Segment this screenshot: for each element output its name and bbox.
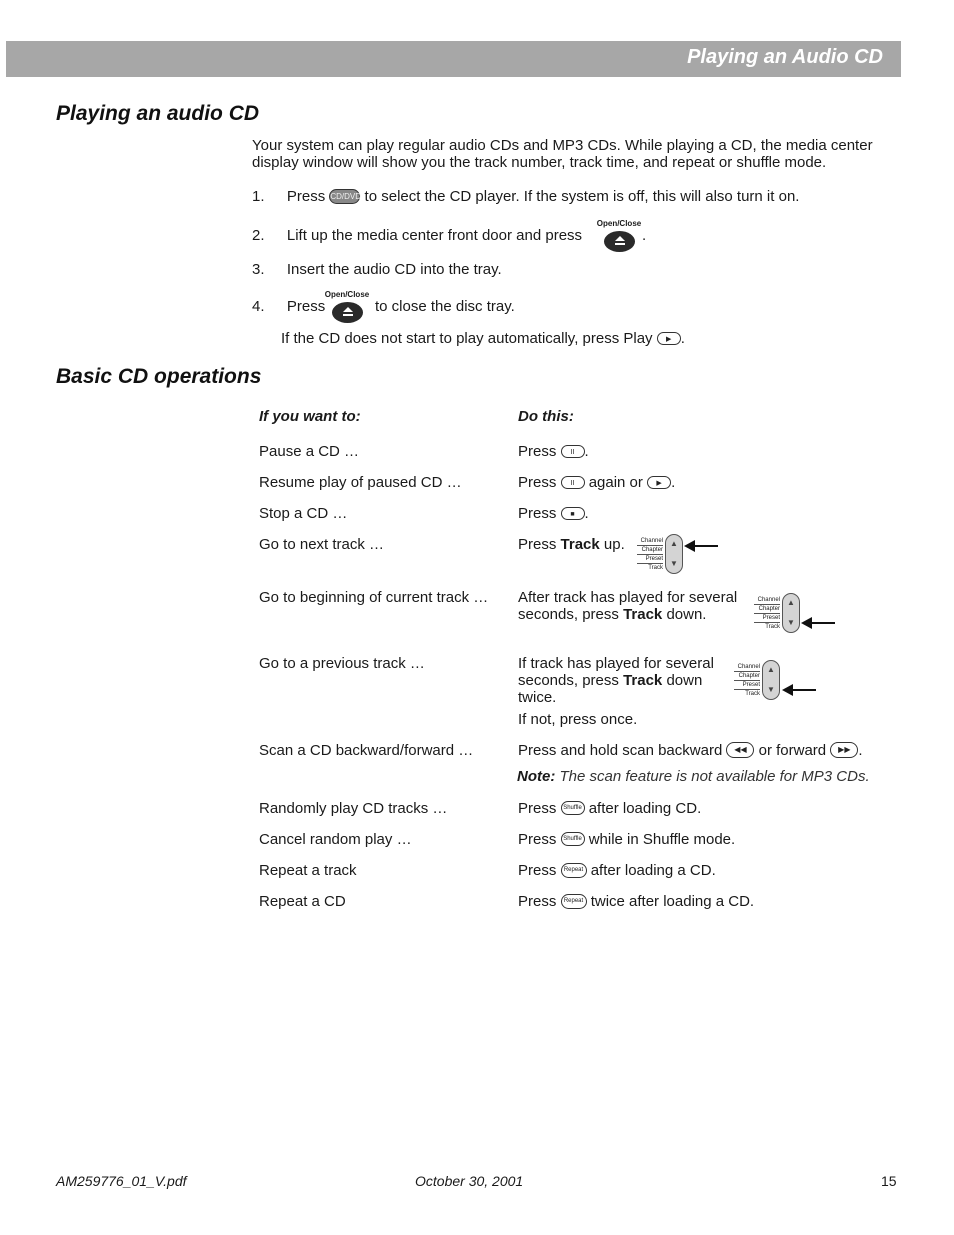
table-row-do xyxy=(518,742,863,759)
step-text: Press xyxy=(286,188,326,205)
step-number: 1. xyxy=(252,188,265,205)
play-note-text: If the CD does not start to play automatically, press Play xyxy=(281,330,653,347)
table-row-want: Go to next track … xyxy=(259,536,385,553)
do-end: twice after loading a CD. xyxy=(590,893,755,910)
do-bold: Track xyxy=(623,672,663,689)
rocker-label: Track xyxy=(745,691,760,697)
repeat-button-icon: Repeat xyxy=(561,894,587,909)
pause-button-icon: II xyxy=(561,476,585,489)
rocker-label: Channel xyxy=(754,596,780,605)
intro-paragraph: Your system can play regular audio CDs and MP3 CDs. While playing a CD, the media center display window will show you the track number, track time, and repeat or shuffle mode. xyxy=(252,137,873,171)
track-rocker-icon xyxy=(754,593,826,635)
play-note xyxy=(281,330,685,347)
step-text: Insert the audio CD into the tray. xyxy=(286,261,502,278)
scan-note xyxy=(517,768,870,785)
header-bar xyxy=(6,41,901,77)
table-row-do xyxy=(518,831,735,848)
table-row-do-line2 xyxy=(518,672,702,689)
rocker-label: Track xyxy=(648,565,663,571)
do-end: while in Shuffle mode. xyxy=(588,831,736,848)
table-row-want: Scan a CD backward/forward … xyxy=(259,742,474,759)
section-title-basic-ops: Basic CD operations xyxy=(56,365,262,388)
column-header-do: Do this: xyxy=(518,408,574,425)
step-number: 4. xyxy=(252,298,265,315)
table-row-want: Stop a CD … xyxy=(259,505,348,522)
pointer-arrow-icon xyxy=(694,545,718,547)
table-row-do xyxy=(518,505,589,522)
table-row-do-line4: If not, press once. xyxy=(518,711,638,728)
table-row-want: Randomly play CD tracks … xyxy=(259,800,448,817)
table-row-do-line1: After track has played for several xyxy=(518,589,738,606)
table-row-want: Go to a previous track … xyxy=(259,655,425,672)
note-text: The scan feature is not available for MP3 CDs. xyxy=(559,768,870,785)
step-2-end: . xyxy=(642,227,647,244)
do-end: after loading a CD. xyxy=(590,862,716,879)
page-number: 15 xyxy=(881,1173,897,1189)
rocker-labels xyxy=(734,663,760,698)
footer-filename: AM259776_01_V.pdf xyxy=(56,1173,187,1189)
footer-date: October 30, 2001 xyxy=(415,1173,524,1189)
table-row-do-line1: If track has played for several xyxy=(518,655,714,672)
do-text: Press xyxy=(518,474,557,491)
do-text: seconds, press xyxy=(518,672,619,689)
note-label: Note: xyxy=(517,768,556,785)
do-end: . xyxy=(671,474,676,491)
pointer-arrow-icon xyxy=(792,689,816,691)
rocker-label: Channel xyxy=(637,537,663,546)
do-mid: or forward xyxy=(758,742,827,759)
do-end: down xyxy=(666,672,703,689)
table-row-do xyxy=(518,800,701,817)
do-text: Press xyxy=(518,862,557,879)
eject-icon xyxy=(332,302,363,323)
table-row-do xyxy=(518,862,716,879)
rocker-label: Chapter xyxy=(637,546,663,555)
do-text: Press xyxy=(518,536,557,553)
open-close-button-icon xyxy=(593,219,645,252)
column-header-want: If you want to: xyxy=(259,408,361,425)
scan-forward-icon: ▶▶ xyxy=(830,742,858,758)
step-4-end: to close the disc tray. xyxy=(375,298,515,315)
track-rocker-icon xyxy=(637,534,709,576)
do-bold: Track xyxy=(560,536,600,553)
rocker-label: Preset xyxy=(734,681,760,690)
track-rocker-icon xyxy=(734,660,806,702)
do-text: Press xyxy=(518,831,557,848)
open-close-button-icon xyxy=(321,290,373,323)
step-2 xyxy=(252,227,582,244)
repeat-button-icon: Repeat xyxy=(561,863,587,878)
table-row-do xyxy=(518,893,754,910)
shuffle-button-icon: Shuffle xyxy=(561,801,585,815)
do-end: . xyxy=(584,505,589,522)
rocker-label: Track xyxy=(765,624,780,630)
rocker-label: Preset xyxy=(637,555,663,564)
do-text: seconds, press xyxy=(518,606,619,623)
table-row-do xyxy=(518,536,625,553)
table-row-want: Go to beginning of current track … xyxy=(259,589,489,606)
rocker-labels xyxy=(637,537,663,572)
do-bold: Track xyxy=(623,606,663,623)
table-row-want: Repeat a track xyxy=(259,862,357,879)
do-end: up. xyxy=(603,536,625,553)
do-text: Press xyxy=(518,800,557,817)
step-4 xyxy=(252,298,325,315)
do-text: Press and hold scan backward xyxy=(518,742,723,759)
shuffle-button-icon: Shuffle xyxy=(561,832,585,846)
step-number: 3. xyxy=(252,261,265,278)
header-title: Playing an Audio CD xyxy=(687,46,883,68)
table-row-want: Cancel random play … xyxy=(259,831,412,848)
table-row-do xyxy=(518,474,675,491)
do-text: Press xyxy=(518,443,557,460)
play-note-end: . xyxy=(680,330,685,347)
do-mid: again or xyxy=(588,474,643,491)
rocker-labels xyxy=(754,596,780,631)
step-1 xyxy=(252,188,799,205)
scan-backward-icon: ◀◀ xyxy=(726,742,754,758)
cd-dvd-button-icon: CD/DVD xyxy=(329,189,360,204)
step-text: Press xyxy=(286,298,326,315)
rocker-body: ▲ ▼ xyxy=(762,660,780,700)
play-button-icon: ▶ xyxy=(647,476,671,489)
do-text: Press xyxy=(518,893,557,910)
step-text: to select the CD player. If the system is off, this will also turn it on. xyxy=(364,188,800,205)
play-button-icon: ▶ xyxy=(657,332,681,345)
do-end: . xyxy=(858,742,863,759)
do-end: after loading CD. xyxy=(588,800,702,817)
rocker-label: Channel xyxy=(734,663,760,672)
do-end: down. xyxy=(666,606,707,623)
step-number: 2. xyxy=(252,227,265,244)
pause-button-icon: II xyxy=(561,445,585,458)
eject-icon xyxy=(604,231,635,252)
step-text: Lift up the media center front door and press xyxy=(286,227,583,244)
open-close-label: Open/Close xyxy=(324,290,370,299)
do-end: . xyxy=(584,443,589,460)
step-3 xyxy=(252,261,502,278)
table-row-want: Pause a CD … xyxy=(259,443,360,460)
rocker-body: ▲ ▼ xyxy=(782,593,800,633)
table-row-do-line2 xyxy=(518,606,706,623)
section-title-playing: Playing an audio CD xyxy=(56,102,260,125)
table-row-want: Repeat a CD xyxy=(259,893,346,910)
open-close-label: Open/Close xyxy=(596,219,642,228)
rocker-label: Chapter xyxy=(754,605,780,614)
table-row-do xyxy=(518,443,589,460)
rocker-label: Chapter xyxy=(734,672,760,681)
pointer-arrow-icon xyxy=(811,622,835,624)
rocker-label: Preset xyxy=(754,614,780,623)
table-row-want: Resume play of paused CD … xyxy=(259,474,462,491)
rocker-body: ▲ ▼ xyxy=(665,534,683,574)
do-text: Press xyxy=(518,505,557,522)
stop-button-icon: ■ xyxy=(561,507,585,520)
table-row-do-line3: twice. xyxy=(518,689,557,706)
